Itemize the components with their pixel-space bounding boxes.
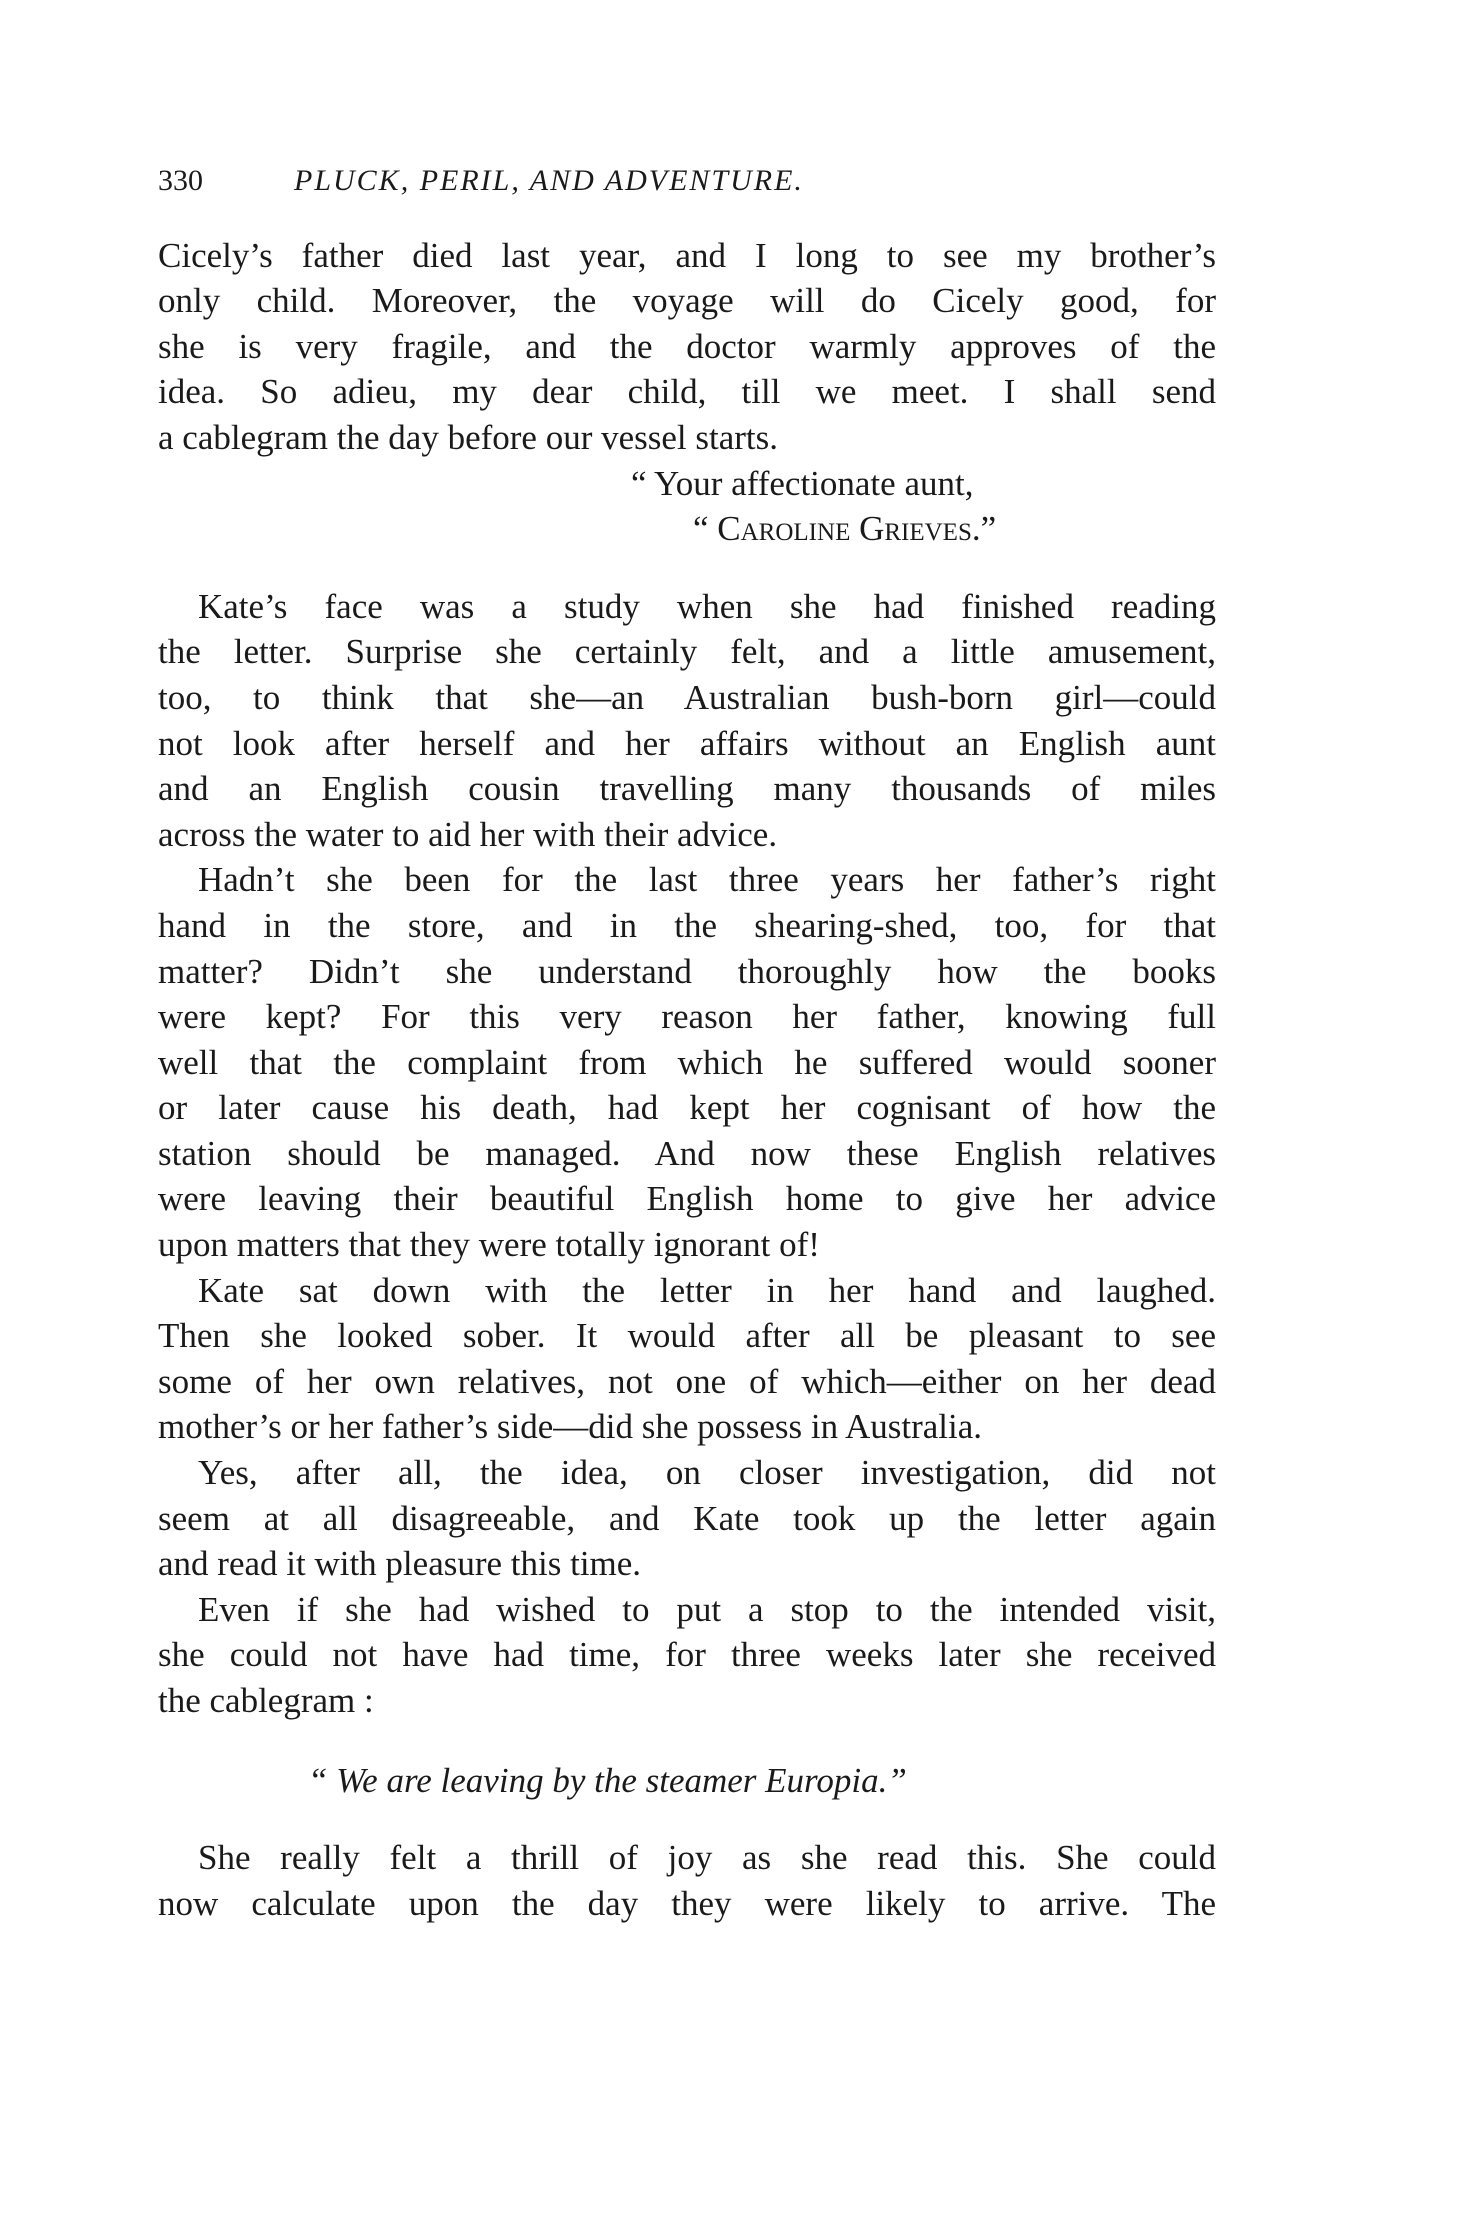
- paragraph: [158, 1268, 1216, 1450]
- letter-closing: “ Your affectionate aunt,: [631, 463, 974, 503]
- book-page: [158, 158, 1216, 1926]
- text-line: she could not have had time, for three weeks later she received: [158, 1635, 1216, 1675]
- cablegram-quote: “ We are leaving by the steamer Europia.”: [308, 1760, 907, 1800]
- text-line: well that the complaint from which he suffered would sooner: [158, 1042, 1216, 1082]
- text-line: the letter. Surprise she certainly felt, and a little amusement,: [158, 632, 1216, 672]
- text-line: idea. So adieu, my dear child, till we meet. I shall send: [158, 372, 1216, 412]
- text-line: were kept? For this very reason her father, knowing full: [158, 997, 1216, 1037]
- text-line: she is very fragile, and the doctor warmly approves of the: [158, 326, 1216, 366]
- text-line: only child. Moreover, the voyage will do Cicely good, for: [158, 281, 1216, 321]
- text-line: mother’s or her father’s side—did she possess in Australia.: [158, 1407, 982, 1447]
- running-title: PLUCK, PERIL, AND ADVENTURE.: [294, 164, 804, 197]
- text-line: Then she looked sober. It would after all be pleasant to see: [158, 1316, 1216, 1356]
- narrative: [158, 584, 1216, 1724]
- text-line: Even if she had wished to put a stop to the intended visit,: [198, 1589, 1216, 1629]
- text-line: too, to think that she—an Australian bush-born girl—could: [158, 677, 1216, 717]
- text-line: and read it with pleasure this time.: [158, 1544, 642, 1584]
- paragraph: [158, 1587, 1216, 1724]
- letter-excerpt: [158, 233, 1216, 552]
- paragraph: [158, 857, 1216, 1267]
- page-header: [158, 158, 1216, 204]
- paragraph: [158, 1450, 1216, 1587]
- paragraph: [158, 584, 1216, 858]
- text-line: matter? Didn’t she understand thoroughly how the books: [158, 951, 1216, 991]
- text-line: not look after herself and her affairs without an English aunt: [158, 723, 1216, 763]
- text-line: across the water to aid her with their advice.: [158, 814, 778, 854]
- text-line: She really felt a thrill of joy as she read this. She could: [198, 1838, 1216, 1878]
- text-line: were leaving their beautiful English home to give her advice: [158, 1179, 1216, 1219]
- text-line: and an English cousin travelling many thousands of miles: [158, 769, 1216, 809]
- text-line: some of her own relatives, not one of which—either on her dead: [158, 1361, 1216, 1401]
- page-number: 330: [158, 164, 203, 197]
- text-line: now calculate upon the day they were likely to arrive. The: [158, 1883, 1216, 1923]
- paragraph: [158, 1835, 1216, 1926]
- text-line: or later cause his death, had kept her cognisant of how the: [158, 1088, 1216, 1128]
- text-line: the cablegram :: [158, 1681, 374, 1720]
- final-paragraph: [158, 1835, 1216, 1926]
- text-line: station should be managed. And now these English relatives: [158, 1133, 1216, 1173]
- text-line: Kate’s face was a study when she had finished reading: [198, 586, 1216, 626]
- page-body: [158, 233, 1216, 1927]
- text-line: seem at all disagreeable, and Kate took up the letter again: [158, 1498, 1216, 1538]
- text-line: upon matters that they were totally ignorant of!: [158, 1225, 820, 1265]
- text-line: Hadn’t she been for the last three years her father’s right: [198, 860, 1216, 900]
- text-line: hand in the store, and in the shearing-shed, too, for that: [158, 905, 1216, 945]
- text-line: a cablegram the day before our vessel starts.: [158, 417, 779, 457]
- text-line: Kate sat down with the letter in her hand and laughed.: [198, 1270, 1216, 1310]
- text-line: Yes, after all, the idea, on closer investigation, did not: [198, 1453, 1216, 1493]
- text-line: Cicely’s father died last year, and I long to see my brother’s: [158, 235, 1216, 275]
- letter-signature: “ Caroline Grieves.”: [693, 509, 997, 549]
